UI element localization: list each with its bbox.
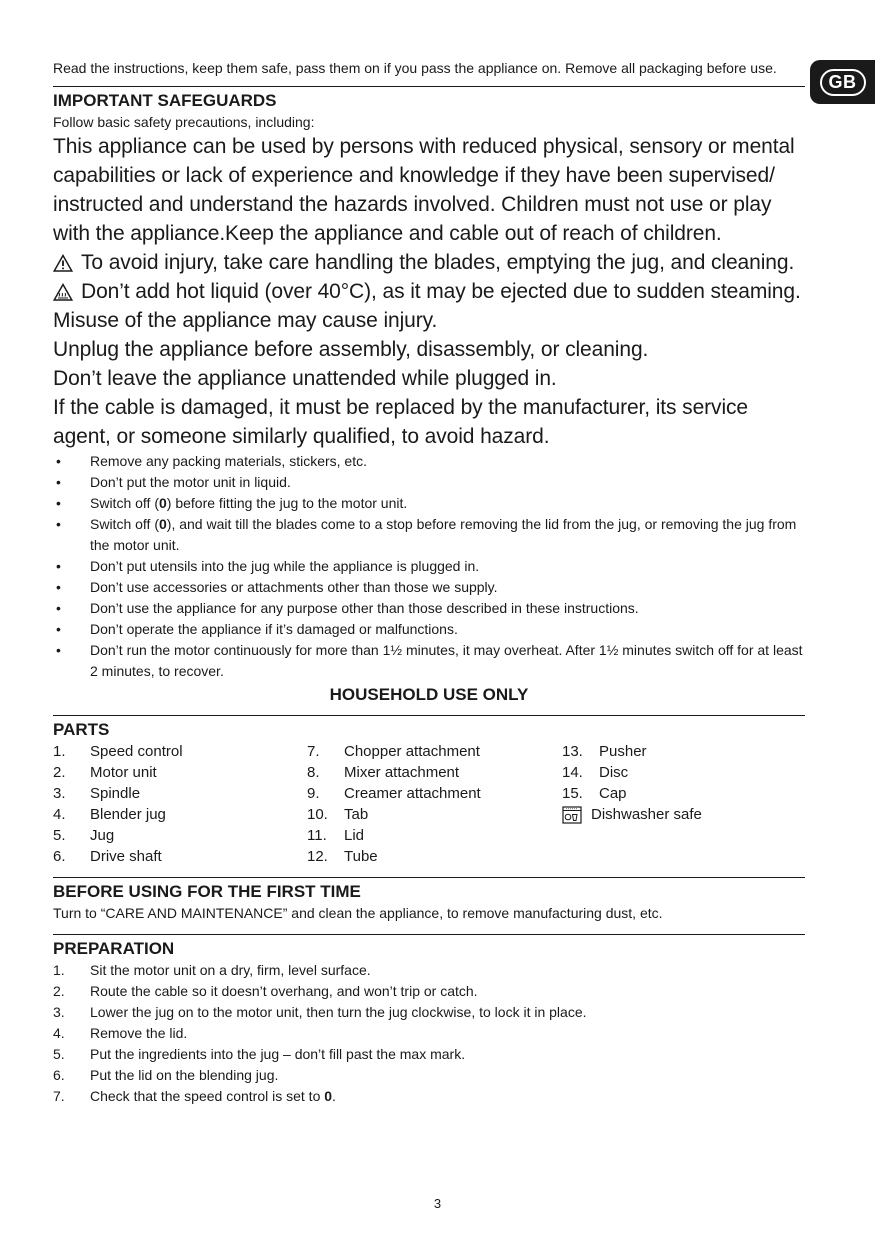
intro-text: Read the instructions, keep them safe, pass them on if you pass the appliance on. Remove all packaging before use. — [53, 60, 777, 76]
warning-triangle-icon — [53, 254, 73, 272]
list-item: • Don’t put the motor unit in liquid. — [53, 472, 805, 493]
safety-line: Unplug the appliance before assembly, disassembly, or cleaning. — [53, 338, 649, 361]
household-use-notice: HOUSEHOLD USE ONLY — [329, 685, 529, 704]
list-item: 13. Pusher — [562, 743, 647, 760]
divider — [53, 715, 805, 716]
divider — [53, 934, 805, 935]
list-item: 2. Route the cable so it doesn’t overhang, and won’t trip or catch. — [53, 983, 478, 999]
warning-text: To avoid injury, take care handling the blades, emptying the jug, and cleaning. — [81, 251, 795, 274]
list-item: 4. Remove the lid. — [53, 1025, 188, 1041]
language-badge-label: GB — [820, 69, 866, 96]
dishwasher-safe-icon — [562, 806, 582, 824]
divider — [53, 86, 805, 87]
parts-column — [53, 741, 307, 867]
list-item: 7. Chopper attachment — [307, 743, 480, 760]
first-use-section — [53, 881, 805, 923]
warning-text: Don’t add hot liquid (over 40°C), as it may be ejected due to sudden steaming. — [81, 280, 801, 303]
list-item: • Don’t use accessories or attachments other than those we supply. — [53, 577, 805, 598]
preparation-title: PREPARATION — [53, 939, 175, 958]
list-item: 12. Tube — [307, 848, 378, 865]
parts-section — [53, 719, 805, 867]
list-item: 15. Cap — [562, 785, 627, 802]
list-item: 10. Tab — [307, 806, 369, 823]
language-badge — [810, 60, 875, 104]
parts-column — [307, 741, 562, 867]
list-item: • Switch off (0), and wait till the blades come to a stop before removing the lid from the jug, or removing the jug from the motor unit. — [53, 514, 805, 556]
safety-bullet-list — [53, 451, 805, 682]
safeguards-section — [53, 90, 805, 706]
parts-list — [53, 741, 805, 867]
list-item: 8. Mixer attachment — [307, 764, 460, 781]
list-item: 5. Jug — [53, 827, 115, 844]
page-number: 3 — [433, 1196, 442, 1211]
warning-line — [53, 248, 805, 277]
list-item: 9. Creamer attachment — [307, 785, 481, 802]
list-item: • Remove any packing materials, stickers, etc. — [53, 451, 805, 472]
list-item: 5. Put the ingredients into the jug – don’t fill past the max mark. — [53, 1046, 466, 1062]
hot-surface-icon — [53, 283, 73, 301]
page-content — [53, 58, 805, 1107]
list-item: 2. Motor unit — [53, 764, 157, 781]
safety-line: Don’t leave the appliance unattended while plugged in. — [53, 367, 557, 390]
dishwasher-safe-label: Dishwasher safe — [591, 806, 702, 823]
list-item: 14. Disc — [562, 764, 629, 781]
supervision-text: This appliance can be used by persons with reduced physical, sensory or mental capabilities or lack of experience and knowledge if they have been supervised/ instructed and understand the hazards involved. Children must not use or play with the appliance.Keep the appliance and cable out of reach of children. — [53, 135, 795, 245]
list-item: 11. Lid — [307, 827, 365, 844]
warning-line — [53, 277, 805, 306]
preparation-steps — [53, 960, 805, 1107]
list-item: • Don’t operate the appliance if it’s damaged or malfunctions. — [53, 619, 805, 640]
list-item: 6. Drive shaft — [53, 848, 162, 865]
list-item: 6. Put the lid on the blending jug. — [53, 1067, 279, 1083]
safeguards-title: IMPORTANT SAFEGUARDS — [53, 91, 277, 110]
list-item: 1. Speed control — [53, 743, 183, 760]
parts-title: PARTS — [53, 720, 110, 739]
list-item: 1. Sit the motor unit on a dry, firm, level surface. — [53, 962, 371, 978]
list-item: 3. Lower the jug on to the motor unit, then turn the jug clockwise, to lock it in place. — [53, 1004, 587, 1020]
list-item: 7. Check that the speed control is set to 0. — [53, 1088, 336, 1104]
parts-column — [562, 741, 805, 867]
first-use-title: BEFORE USING FOR THE FIRST TIME — [53, 882, 361, 901]
dishwasher-safe-note — [562, 804, 805, 825]
safeguards-subtitle: Follow basic safety precautions, including: — [53, 114, 315, 130]
list-item: • Switch off (0) before fitting the jug to the motor unit. — [53, 493, 805, 514]
list-item: 3. Spindle — [53, 785, 141, 802]
list-item: • Don’t use the appliance for any purpose other than those described in these instructions. — [53, 598, 805, 619]
list-item: 4. Blender jug — [53, 806, 166, 823]
list-item: • Don’t put utensils into the jug while the appliance is plugged in. — [53, 556, 805, 577]
list-item: • Don’t run the motor continuously for more than 1½ minutes, it may overheat. After 1½ minutes switch off for at least 2 minutes, to recover. — [53, 640, 805, 682]
first-use-text: Turn to “CARE AND MAINTENANCE” and clean the appliance, to remove manufacturing dust, etc. — [53, 905, 663, 921]
safety-line: If the cable is damaged, it must be replaced by the manufacturer, its service agent, or someone similarly qualified, to avoid hazard. — [53, 396, 748, 448]
safety-line: Misuse of the appliance may cause injury. — [53, 309, 438, 332]
divider — [53, 877, 805, 878]
preparation-section — [53, 938, 805, 1107]
